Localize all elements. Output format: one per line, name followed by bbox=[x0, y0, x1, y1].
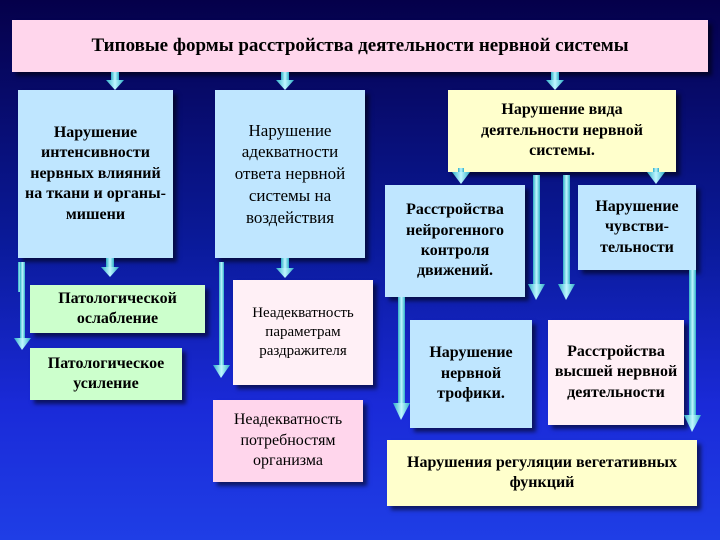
arrow-adequacy-down bbox=[276, 258, 294, 278]
box-trophics-text: Нарушение нервной трофики. bbox=[429, 344, 513, 403]
box-intensity-text: Нарушение интенсивности нервных влияний на ткани и органы-мишени bbox=[25, 123, 166, 223]
title-arrow-col2 bbox=[276, 72, 294, 90]
arrow-left-to-inadequacy bbox=[213, 262, 230, 378]
arrow-long-mid1 bbox=[528, 175, 545, 300]
box-adequacy-text: Нарушение адекватности ответа нервной системы на воздействия bbox=[234, 120, 346, 227]
title-arrow-col1 bbox=[106, 72, 124, 90]
box-activity-type-text: Нарушение вида деятельности нервной системы. bbox=[481, 101, 643, 160]
box-inadequacy-needs-text: Неадекватность потребностям организма bbox=[233, 411, 343, 470]
box-pathological-strengthening-text: Патологическое усиление bbox=[47, 354, 165, 392]
arrow-long-mid2 bbox=[558, 175, 575, 300]
box-vegetative-text: Нарушения регуляции вегетативных функций bbox=[407, 453, 677, 491]
arrow-long-right bbox=[684, 270, 701, 432]
arrow-left-to-strengthening bbox=[14, 262, 31, 350]
box-pathological-weakening-text: Патологической ослабление bbox=[58, 289, 177, 327]
title-arrow-col3 bbox=[546, 72, 564, 90]
box-sensitivity-text: Нарушение чувстви-тельности bbox=[595, 197, 679, 256]
arrow-long-left bbox=[393, 297, 410, 420]
box-inadequacy-stimulus-text: Неадекватность параметрам раздражителя bbox=[252, 304, 354, 360]
box-movement-control-text: Расстройства нейрогенного контроля движений. bbox=[406, 201, 504, 280]
arrow-activity-to-sensitivity bbox=[647, 168, 665, 184]
box-higher-activity-text: Расстройства высшей нервной деятельности bbox=[554, 342, 678, 401]
arrow-intensity-down bbox=[101, 258, 119, 277]
diagram-title-text: Типовые формы расстройства деятельности нервной системы bbox=[91, 34, 629, 56]
arrow-activity-to-movement bbox=[452, 168, 470, 184]
